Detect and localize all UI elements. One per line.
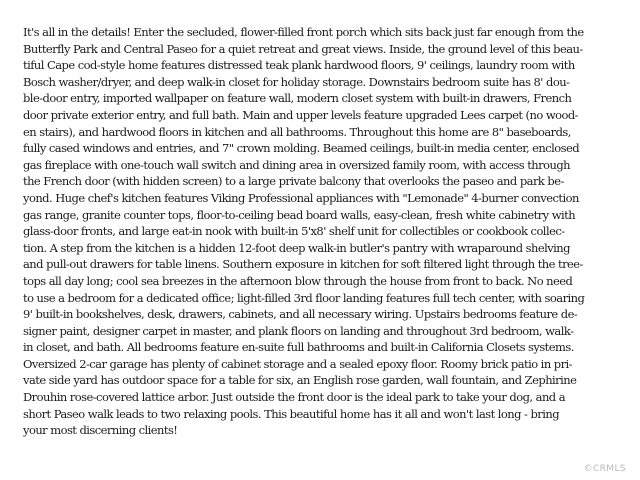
description-line: short Paseo walk leads to two relaxing pools. This beautiful home has it all and won't last long - bring [23, 406, 560, 421]
property-description [23, 24, 623, 439]
description-line: signer paint, designer carpet in master, and plank floors on landing and throughout 3rd bedroom, walk- [23, 323, 574, 338]
description-line: to use a bedroom for a dedicated office; light-filled 3rd floor landing features full tech center, with soaring [23, 290, 585, 305]
description-line: yond. Huge chef's kitchen features Viking Professional appliances with "Lemonade" 4-burner convection [23, 190, 579, 205]
description-line: en stairs), and hardwood floors in kitchen and all bathrooms. Throughout this home are 8" baseboards, [23, 124, 571, 139]
description-line: vate side yard has outdoor space for a table for six, an English rose garden, wall fountain, and Zephirine [23, 373, 577, 388]
description-line: in closet, and bath. All bedrooms feature en-suite full bathrooms and built-in California Closets systems. [23, 340, 574, 355]
description-line: tion. A step from the kitchen is a hidden 12-foot deep walk-in butler's pantry with wraparound shelving [23, 240, 570, 255]
description-line: glass-door fronts, and large eat-in nook with built-in 5'x8' shelf unit for collectibles or cookbook collec- [23, 224, 565, 239]
description-line: Bosch washer/dryer, and deep walk-in closet for holiday storage. Downstairs bedroom suite has 8' dou- [23, 74, 570, 89]
description-line: gas range, granite counter tops, floor-to-ceiling bead board walls, easy-clean, fresh white cabinetry with [23, 207, 576, 222]
description-line: Oversized 2-car garage has plenty of cabinet storage and a sealed epoxy floor. Roomy brick patio in pri- [23, 356, 572, 371]
description-line: your most discerning clients! [23, 423, 178, 438]
description-line: and pull-out drawers for table linens. Southern exposure in kitchen for soft filtered light through the tree- [23, 257, 583, 272]
description-line: ble-door entry, imported wallpaper on feature wall, modern closet system with built-in drawers, French [23, 91, 572, 106]
description-line: tiful Cape cod-style home features distressed teak plank hardwood floors, 9' ceilings, laundry room with [23, 58, 575, 73]
description-line: the French door (with hidden screen) to a large private balcony that overlooks the paseo and park be- [23, 174, 564, 189]
crmls-watermark: ©CRMLS [583, 464, 626, 474]
description-line: 9' built-in bookshelves, desk, drawers, cabinets, and all necessary wiring. Upstairs bedrooms feature de- [23, 307, 578, 322]
description-line: gas fireplace with one-touch wall switch and dining area in oversized family room, with access through [23, 157, 570, 172]
description-line: door private exterior entry, and full bath. Main and upper levels feature upgraded Lees carpet (no wood- [23, 107, 579, 122]
description-line: tops all day long; cool sea breezes in the afternoon blow through the house from front to back. No need [23, 273, 573, 288]
description-line: Drouhin rose-covered lattice arbor. Just outside the front door is the ideal park to take your dog, and a [23, 390, 566, 405]
description-line: It's all in the details! Enter the secluded, flower-filled front porch which sits back just far enough from the [23, 25, 584, 39]
description-line: Butterfly Park and Central Paseo for a quiet retreat and great views. Inside, the ground level of this beau- [23, 41, 583, 56]
description-line: fully cased windows and entries, and 7" crown molding. Beamed ceilings, built-in media center, enclosed [23, 141, 580, 156]
